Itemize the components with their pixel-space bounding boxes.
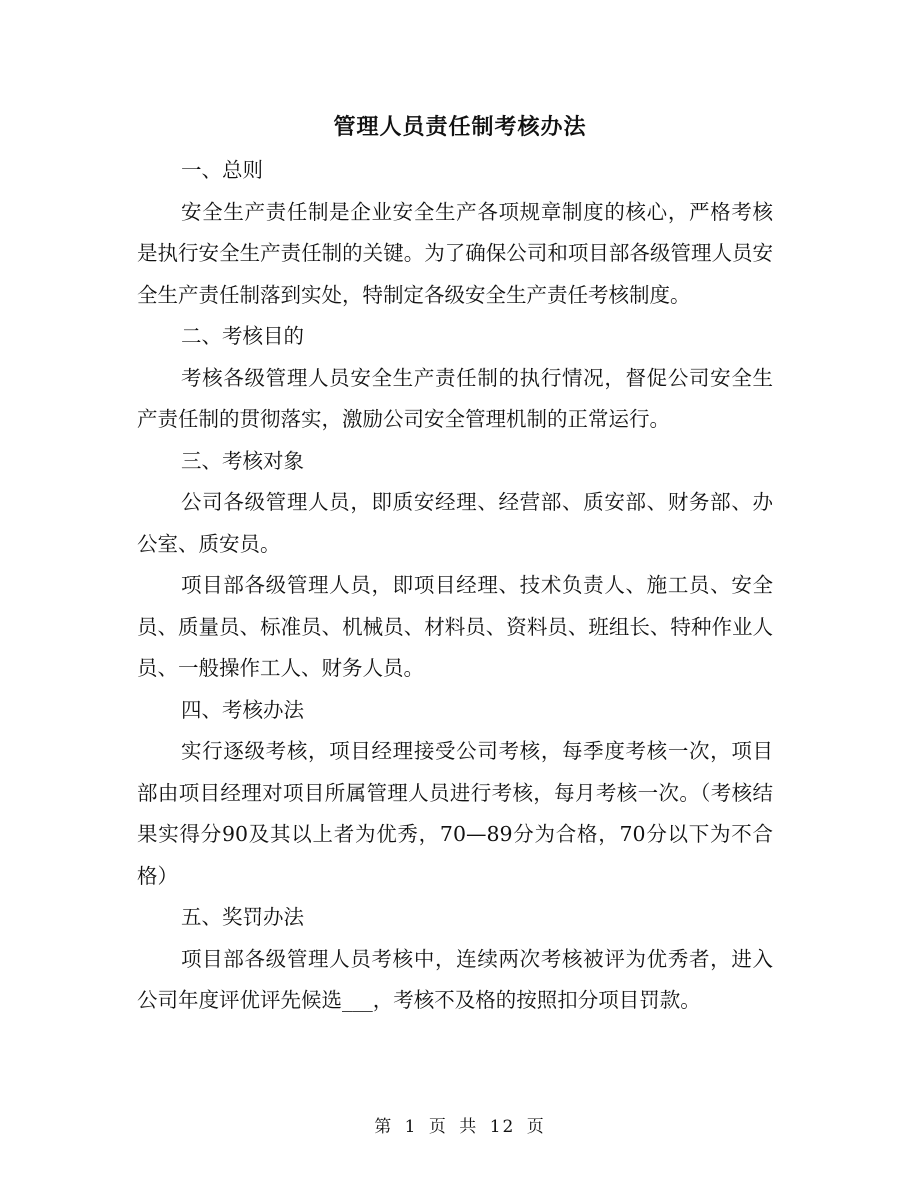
section-paragraph: 实行逐级考核，项目经理接受公司考核，每季度考核一次，项目部由项目经理对项目所属管理人员进行考核，每月考核一次。（考核结果实得分90及其以上者为优秀，70—89分为合格，70分以下为不合格） [137,739,773,888]
section-paragraph: 公司各级管理人员，即质安经理、经营部、质安部、财务部、办公室、质安员。 [137,490,773,556]
section-heading-method: 四、考核办法 [181,697,304,722]
page-number-footer: 第 1 页 共 12 页 [374,1117,546,1137]
section-heading-general: 一、总则 [181,158,263,182]
section-paragraph: 项目部各级管理人员，即项目经理、技术负责人、施工员、安全员、质量员、标准员、机械员、材料员、资料员、班组长、特种作业人员、一般操作工人、财务人员。 [137,573,773,680]
section-heading-rewards: 五、奖罚办法 [181,905,304,929]
section-heading-purpose: 二、考核目的 [181,324,304,348]
document-title: 管理人员责任制考核办法 [333,114,587,140]
section-heading-targets: 三、考核对象 [181,448,304,473]
section-paragraph: 考核各级管理人员安全生产责任制的执行情况，督促公司安全生产责任制的贯彻落实，激励公司安全管理机制的正常运行。 [137,365,773,431]
section-paragraph: 项目部各级管理人员考核中，连续两次考核被评为优秀者，进入公司年度评优评先候选___，考核不及格的按照扣分项目罚款。 [137,946,773,1012]
document-body [137,150,773,1022]
section-paragraph: 安全生产责任制是企业安全生产各项规章制度的核心，严格考核是执行安全生产责任制的关键。为了确保公司和项目部各级管理人员安全生产责任制落到实处，特制定各级安全生产责任考核制度。 [137,199,773,307]
